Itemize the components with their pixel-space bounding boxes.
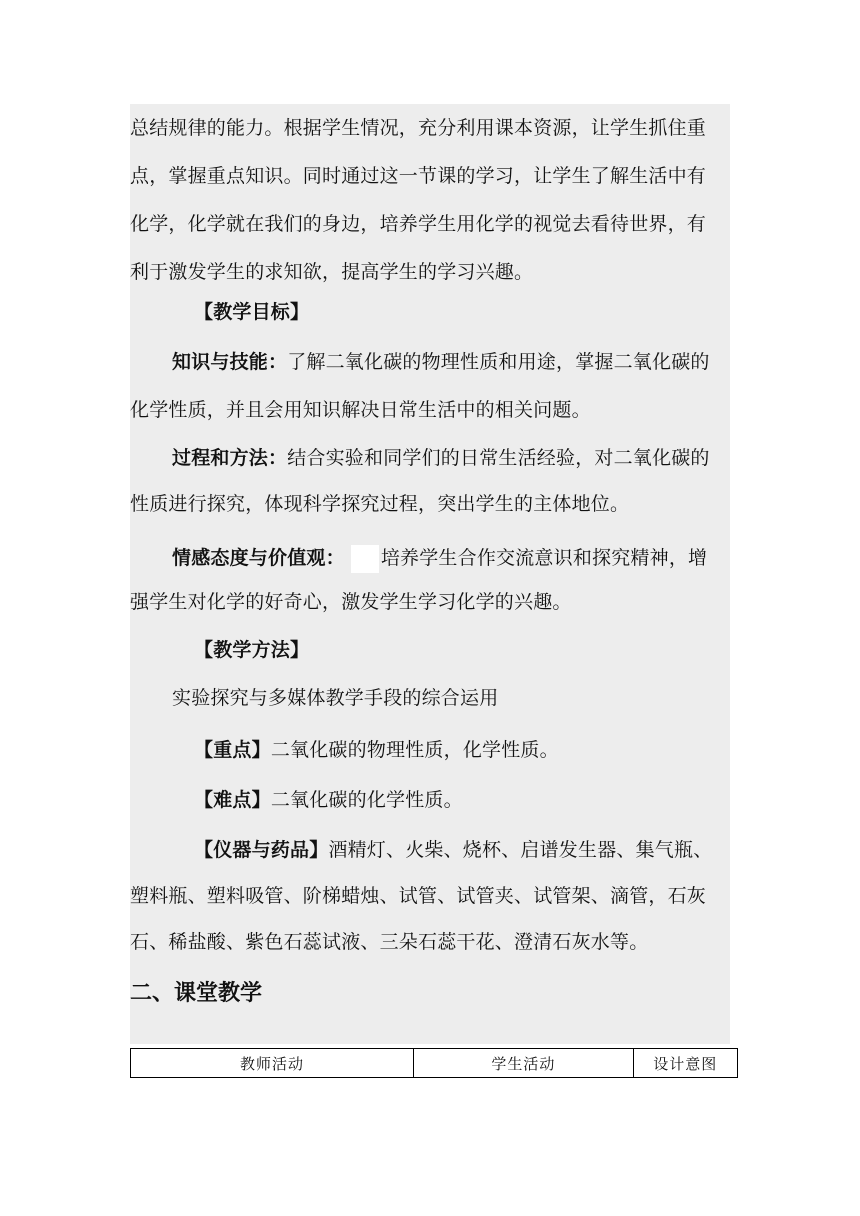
emotion-label: 情感态度与价值观： [172, 547, 345, 569]
equipment-line-2: 塑料瓶、塑料吸管、阶梯蜡烛、试管、试管夹、试管架、滴管，石灰 [130, 885, 707, 907]
process-line-1 [130, 434, 730, 482]
knowledge-line-2: 化学性质，并且会用知识解决日常生活中的相关问题。 [130, 399, 591, 421]
blank-box [351, 545, 379, 573]
key-point-text: 二氧化碳的物理性质，化学性质。 [270, 739, 559, 761]
methods-heading: 【教学方法】 [194, 639, 310, 661]
emotion-line-2: 强学生对化学的好奇心，激发学生学习化学的兴趣。 [130, 591, 572, 613]
table-header-row [131, 1049, 738, 1078]
equipment-line-3: 石、稀盐酸、紫色石蕊试液、三朵石蕊干花、澄清石灰水等。 [130, 931, 649, 953]
emotion-text-1: 培养学生合作交流意识和探究精神，增 [380, 547, 708, 569]
key-point-label: 【重点】 [194, 739, 271, 761]
activity-table [130, 1048, 738, 1078]
knowledge-line-1 [130, 338, 730, 386]
emotion-line-1 [130, 534, 730, 582]
knowledge-label: 知识与技能： [172, 351, 288, 373]
equipment-line-1 [130, 826, 730, 874]
intro-line-4: 利于激发学生的求知欲，提高学生的学习兴趣。 [130, 261, 534, 283]
header-student-activity: 学生活动 [414, 1049, 634, 1078]
knowledge-text-1: 了解二氧化碳的物理性质和用途，掌握二氧化碳的 [287, 351, 710, 373]
process-label: 过程和方法： [172, 447, 288, 469]
difficult-point-line [130, 776, 730, 824]
intro-line-2: 点，掌握重点知识。同时通过这一节课的学习，让学生了解生活中有 [130, 165, 707, 187]
difficult-point-label: 【难点】 [194, 789, 271, 811]
section-heading: 二、课堂教学 [130, 981, 263, 1006]
key-point-line [130, 726, 730, 774]
process-text-1: 结合实验和同学们的日常生活经验，对二氧化碳的 [287, 447, 710, 469]
equipment-label: 【仪器与药品】 [194, 839, 329, 861]
difficult-point-text: 二氧化碳的化学性质。 [270, 789, 463, 811]
header-design-intent: 设计意图 [633, 1049, 737, 1078]
intro-line-1: 总结规律的能力。根据学生情况，充分利用课本资源，让学生抓住重 [130, 117, 707, 139]
process-line-2: 性质进行探究，体现科学探究过程，突出学生的主体地位。 [130, 493, 630, 515]
header-teacher-activity: 教师活动 [131, 1049, 414, 1078]
intro-line-3: 化学，化学就在我们的身边，培养学生用化学的视觉去看待世界，有 [130, 213, 707, 235]
methods-text: 实验探究与多媒体教学手段的综合运用 [172, 687, 499, 709]
equipment-text-1: 酒精灯、火柴、烧杯、启谱发生器、集气瓶、 [328, 839, 713, 861]
objectives-heading: 【教学目标】 [194, 301, 310, 323]
